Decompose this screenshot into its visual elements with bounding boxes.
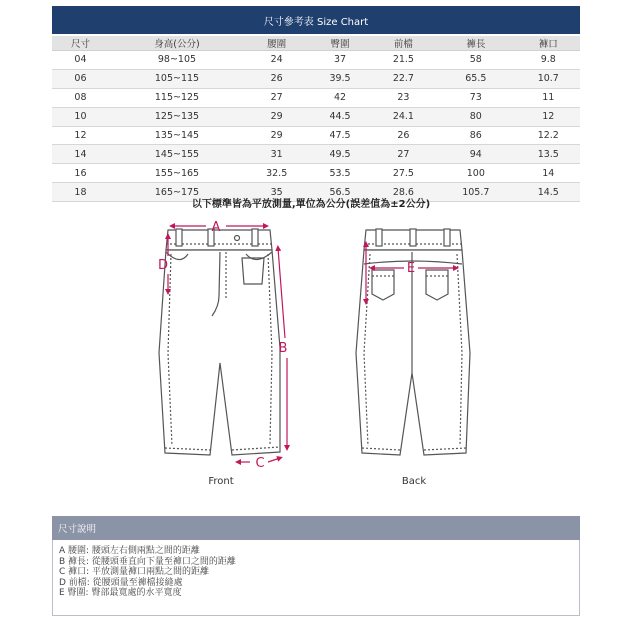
table-row [52,88,580,107]
table-cell: 28.6 [372,183,435,202]
marker-c-label: C [255,456,265,471]
table-cell: 135~145 [109,126,245,145]
column-header: 臀圍 [308,36,371,51]
table-cell: 21.5 [372,51,435,70]
table-cell: 24.1 [372,107,435,126]
table-row [52,126,580,145]
table-cell: 44.5 [308,107,371,126]
table-cell: 27 [372,145,435,164]
table-cell: 115~125 [109,88,245,107]
table-row [52,69,580,88]
table-cell: 29 [245,107,308,126]
table-cell: 39.5 [308,69,371,88]
column-header: 褲口 [517,36,580,51]
table-row [52,107,580,126]
table-cell: 73 [435,88,516,107]
column-header: 前檔 [372,36,435,51]
pants-diagram [0,208,622,508]
table-cell: 27.5 [372,164,435,183]
table-cell: 94 [435,145,516,164]
table-cell: 32.5 [245,164,308,183]
explanation-header: 尺寸說明 [52,516,580,540]
size-chart-title: 尺寸參考表 Size Chart [52,6,580,34]
column-header: 腰圍 [245,36,308,51]
front-label: Front [208,476,234,487]
column-header: 褲長 [435,36,516,51]
table-cell: 26 [245,69,308,88]
table-cell: 42 [308,88,371,107]
front-pants-illustration [159,229,280,455]
table-cell: 10 [52,107,109,126]
table-cell: 27 [245,88,308,107]
table-cell: 14 [52,145,109,164]
table-cell: 14.5 [517,183,580,202]
size-table [52,36,580,202]
table-cell: 145~155 [109,145,245,164]
marker-e-label: E [406,261,416,276]
marker-d-label: D [157,258,169,273]
table-cell: 165~175 [109,183,245,202]
column-header: 身高(公分) [109,36,245,51]
table-cell: 47.5 [308,126,371,145]
table-header-row [52,36,580,51]
table-cell: 14 [517,164,580,183]
table-cell: 10.7 [517,69,580,88]
table-cell: 105~115 [109,69,245,88]
table-cell: 105.7 [435,183,516,202]
table-cell: 04 [52,51,109,70]
table-cell: 11 [517,88,580,107]
table-row [52,51,580,70]
table-cell: 86 [435,126,516,145]
table-cell: 08 [52,88,109,107]
explanation-item: E 臀圍: 臀部最寬處的水平寬度 [59,588,182,598]
table-cell: 56.5 [308,183,371,202]
table-cell: 24 [245,51,308,70]
table-cell: 29 [245,126,308,145]
table-cell: 125~135 [109,107,245,126]
explanation-item: A 腰圍: 腰頭左右側兩點之間的距離 [59,546,200,556]
explanation-item: B 褲長: 從腰頭垂直向下量至褲口之間的距離 [59,556,236,567]
table-cell: 37 [308,51,371,70]
table-cell: 65.5 [435,69,516,88]
table-cell: 16 [52,164,109,183]
table-cell: 31 [245,145,308,164]
table-cell: 12 [52,126,109,145]
explanation-item: C 褲口: 平放測量褲口兩點之間的距離 [59,567,210,577]
explanation-list [52,540,580,616]
table-cell: 13.5 [517,145,580,164]
table-cell: 18 [52,183,109,202]
table-cell: 100 [435,164,516,183]
table-cell: 26 [372,126,435,145]
table-cell: 22.7 [372,69,435,88]
table-cell: 9.8 [517,51,580,70]
marker-a-label: A [211,220,221,235]
table-row [52,145,580,164]
table-cell: 53.5 [308,164,371,183]
table-cell: 49.5 [308,145,371,164]
column-header: 尺寸 [52,36,109,51]
table-cell: 98~105 [109,51,245,70]
explanation-item: D 前檔: 從腰頭量至褲檔接縫處 [59,577,183,588]
table-cell: 35 [245,183,308,202]
marker-b-label: B [278,341,288,356]
measurement-note: 以下標準皆為平放測量,單位為公分(誤差值為±2公分) [191,199,431,210]
back-label: Back [401,476,427,487]
table-cell: 80 [435,107,516,126]
table-cell: 12 [517,107,580,126]
table-cell: 58 [435,51,516,70]
table-cell: 12.2 [517,126,580,145]
table-row [52,164,580,183]
table-cell: 155~165 [109,164,245,183]
table-cell: 06 [52,69,109,88]
table-cell: 23 [372,88,435,107]
